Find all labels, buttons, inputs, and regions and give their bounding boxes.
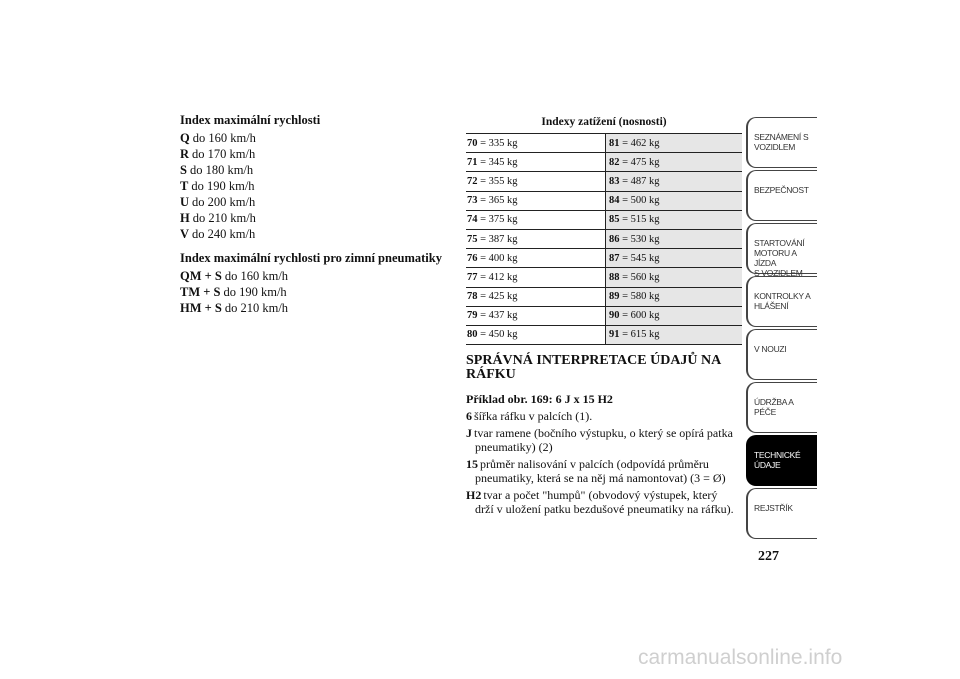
- load-value: = 450 kg: [480, 329, 518, 341]
- table-cell: [606, 325, 743, 344]
- table-cell: [466, 268, 606, 287]
- load-value: = 387 kg: [480, 233, 518, 245]
- definition-code: J: [466, 426, 472, 440]
- definition-item: [466, 426, 736, 454]
- load-value: = 600 kg: [622, 310, 660, 322]
- load-value: = 580 kg: [622, 291, 660, 303]
- load-index: 89: [609, 291, 620, 303]
- table-row: [466, 268, 742, 287]
- table-row: [466, 229, 742, 248]
- definition-item: [466, 409, 736, 423]
- chapter-tab[interactable]: [746, 329, 817, 380]
- load-value: = 560 kg: [622, 271, 660, 283]
- rim-section: [466, 354, 736, 519]
- speed-code: R: [180, 147, 190, 161]
- speed-value: do 170 km/h: [192, 147, 256, 161]
- speed-code: Q: [180, 131, 190, 145]
- list-item: [180, 300, 450, 316]
- section-title: [466, 354, 736, 382]
- chapter-tab[interactable]: [746, 223, 817, 278]
- load-index: 91: [609, 329, 620, 341]
- load-value: = 475 kg: [622, 156, 660, 168]
- load-index: 82: [609, 156, 620, 168]
- speed-code: S: [180, 163, 187, 177]
- load-index: 74: [467, 214, 478, 226]
- list-item: [180, 146, 450, 162]
- load-index: 81: [609, 137, 620, 149]
- load-index-table: [466, 133, 742, 345]
- chapter-tab[interactable]: [746, 435, 817, 486]
- speed-value: do 210 km/h: [192, 211, 256, 225]
- winter-speed-index-title: Index maximální rychlosti pro zimní pneumatiky: [180, 251, 442, 265]
- chapter-tab[interactable]: [746, 170, 817, 221]
- table-row: [466, 306, 742, 325]
- chapter-tab-label: S VOZIDLEM: [754, 268, 803, 278]
- speed-code: V: [180, 227, 190, 241]
- page-number: 227: [758, 549, 779, 564]
- table-cell: [606, 153, 743, 172]
- speed-code: HM + S: [180, 301, 222, 315]
- load-value: = 487 kg: [622, 175, 660, 187]
- definition-code: 6: [466, 409, 472, 423]
- load-value: = 530 kg: [622, 233, 660, 245]
- speed-value: do 190 km/h: [223, 285, 287, 299]
- chapter-tab-label: ÚDAJE: [754, 460, 781, 470]
- chapter-tab-label: TECHNICKÉ: [754, 450, 801, 460]
- definition-text: tvar ramene (bočního výstupku, o který se opírá patka pneumatiky) (2): [474, 426, 733, 454]
- load-value: = 545 kg: [622, 252, 660, 264]
- speed-index-title: Index maximální rychlosti: [180, 113, 321, 127]
- load-index: 80: [467, 329, 478, 341]
- section-title-line: SPRÁVNÁ INTERPRETACE ÚDAJŮ NA: [466, 353, 722, 368]
- list-item: [180, 226, 450, 242]
- table-cell: [606, 287, 743, 306]
- table-row: [466, 325, 742, 344]
- load-value: = 375 kg: [480, 214, 518, 226]
- load-index: 71: [467, 156, 478, 168]
- load-value: = 335 kg: [480, 137, 518, 149]
- load-value: = 500 kg: [622, 195, 660, 207]
- speed-value: do 240 km/h: [192, 227, 256, 241]
- load-index: 73: [467, 195, 478, 207]
- table-cell: [466, 306, 606, 325]
- load-value: = 345 kg: [480, 156, 518, 168]
- table-cell: [466, 172, 606, 191]
- load-index: 76: [467, 252, 478, 264]
- speed-code: QM + S: [180, 269, 222, 283]
- load-index: 77: [467, 271, 478, 283]
- table-cell: [606, 268, 743, 287]
- speed-value: do 160 km/h: [192, 131, 256, 145]
- chapter-tab-label: REJSTŘÍK: [754, 503, 793, 513]
- chapter-tab-label: SEZNÁMENÍ S: [754, 132, 809, 142]
- table-cell: [606, 210, 743, 229]
- left-column: [180, 113, 450, 316]
- definition-code: 15: [466, 457, 478, 471]
- chapter-tab[interactable]: [746, 488, 817, 539]
- chapter-tab-label: KONTROLKY A: [754, 291, 811, 301]
- load-table-title: Indexy zatížení (nosnosti): [541, 116, 667, 128]
- load-value: = 355 kg: [480, 175, 518, 187]
- chapter-tab-label: MOTORU A JÍZDA: [754, 248, 797, 268]
- table-cell: [466, 287, 606, 306]
- list-item: [180, 130, 450, 146]
- load-index: 79: [467, 310, 478, 322]
- load-value: = 515 kg: [622, 214, 660, 226]
- definition-item: [466, 488, 736, 516]
- list-item: [180, 162, 450, 178]
- load-value: = 412 kg: [480, 271, 518, 283]
- load-value: = 400 kg: [480, 252, 518, 264]
- table-cell: [606, 134, 743, 153]
- chapter-tab-label: STARTOVÁNÍ: [754, 238, 805, 248]
- table-cell: [466, 134, 606, 153]
- table-cell: [466, 325, 606, 344]
- definition-text: průměr nalisování v palcích (odpovídá průměru pneumatiky, která se na něj má namontovat) (3 = Ø): [475, 457, 726, 485]
- chapter-tab[interactable]: [746, 276, 817, 327]
- table-cell: [606, 249, 743, 268]
- chapter-tabs: [746, 117, 817, 541]
- chapter-tab-label: VOZIDLEM: [754, 142, 796, 152]
- table-cell: [606, 172, 743, 191]
- list-item: [180, 194, 450, 210]
- table-row: [466, 153, 742, 172]
- definition-text: tvar a počet "humpů" (obvodový výstupek, který drží v uložení patku bezdušové pneumatiky na ráfku).: [475, 488, 734, 516]
- chapter-tab-label: BEZPEČNOST: [754, 185, 809, 195]
- load-index: 83: [609, 175, 620, 187]
- table-row: [466, 249, 742, 268]
- list-item: [180, 284, 450, 300]
- speed-index-list: [180, 130, 450, 242]
- table-cell: [606, 229, 743, 248]
- list-item: [180, 210, 450, 226]
- table-cell: [466, 153, 606, 172]
- load-index: 72: [467, 175, 478, 187]
- load-index: 86: [609, 233, 620, 245]
- definition-text: šířka ráfku v palcích (1).: [474, 409, 593, 423]
- load-index: 84: [609, 195, 620, 207]
- speed-value: do 200 km/h: [192, 195, 256, 209]
- definition-item: [466, 457, 736, 485]
- example-heading: Příklad obr. 169: 6 J x 15 H2: [466, 392, 613, 406]
- load-value: = 425 kg: [480, 291, 518, 303]
- speed-value: do 160 km/h: [224, 269, 289, 283]
- load-index: 70: [467, 137, 478, 149]
- table-row: [466, 191, 742, 210]
- load-value: = 615 kg: [622, 329, 660, 341]
- speed-code: U: [180, 195, 190, 209]
- definition-code: H2: [466, 488, 482, 502]
- load-value: = 365 kg: [480, 195, 518, 207]
- table-cell: [466, 249, 606, 268]
- table-cell: [466, 229, 606, 248]
- table-cell: [466, 210, 606, 229]
- load-index: 87: [609, 252, 620, 264]
- speed-value: do 190 km/h: [191, 179, 255, 193]
- chapter-tab-label: V NOUZI: [754, 344, 787, 354]
- speed-code: H: [180, 211, 190, 225]
- speed-code: T: [180, 179, 189, 193]
- load-value: = 462 kg: [622, 137, 660, 149]
- speed-code: TM + S: [180, 285, 221, 299]
- list-item: [180, 178, 450, 194]
- table-cell: [606, 306, 743, 325]
- chapter-tab-label: ÚDRŽBA A PÉČE: [754, 397, 794, 417]
- load-index: 75: [467, 233, 478, 245]
- speed-value: do 180 km/h: [189, 163, 254, 177]
- load-index: 90: [609, 310, 620, 322]
- chapter-tab[interactable]: [746, 382, 817, 433]
- load-index: 88: [609, 271, 620, 283]
- winter-speed-index-list: [180, 268, 450, 316]
- chapter-tab[interactable]: [746, 117, 817, 168]
- chapter-tab-label: HLÁŠENÍ: [754, 301, 789, 311]
- table-row: [466, 210, 742, 229]
- table-cell: [606, 191, 743, 210]
- table-cell: [466, 191, 606, 210]
- section-title-line: RÁFKU: [466, 367, 516, 382]
- list-item: [180, 268, 450, 284]
- table-row: [466, 134, 742, 153]
- load-value: = 437 kg: [480, 310, 518, 322]
- speed-value: do 210 km/h: [224, 301, 289, 315]
- table-row: [466, 287, 742, 306]
- load-index: 85: [609, 214, 620, 226]
- load-index: 78: [467, 291, 478, 303]
- table-row: [466, 172, 742, 191]
- watermark: carmanualsonline.info: [638, 646, 843, 669]
